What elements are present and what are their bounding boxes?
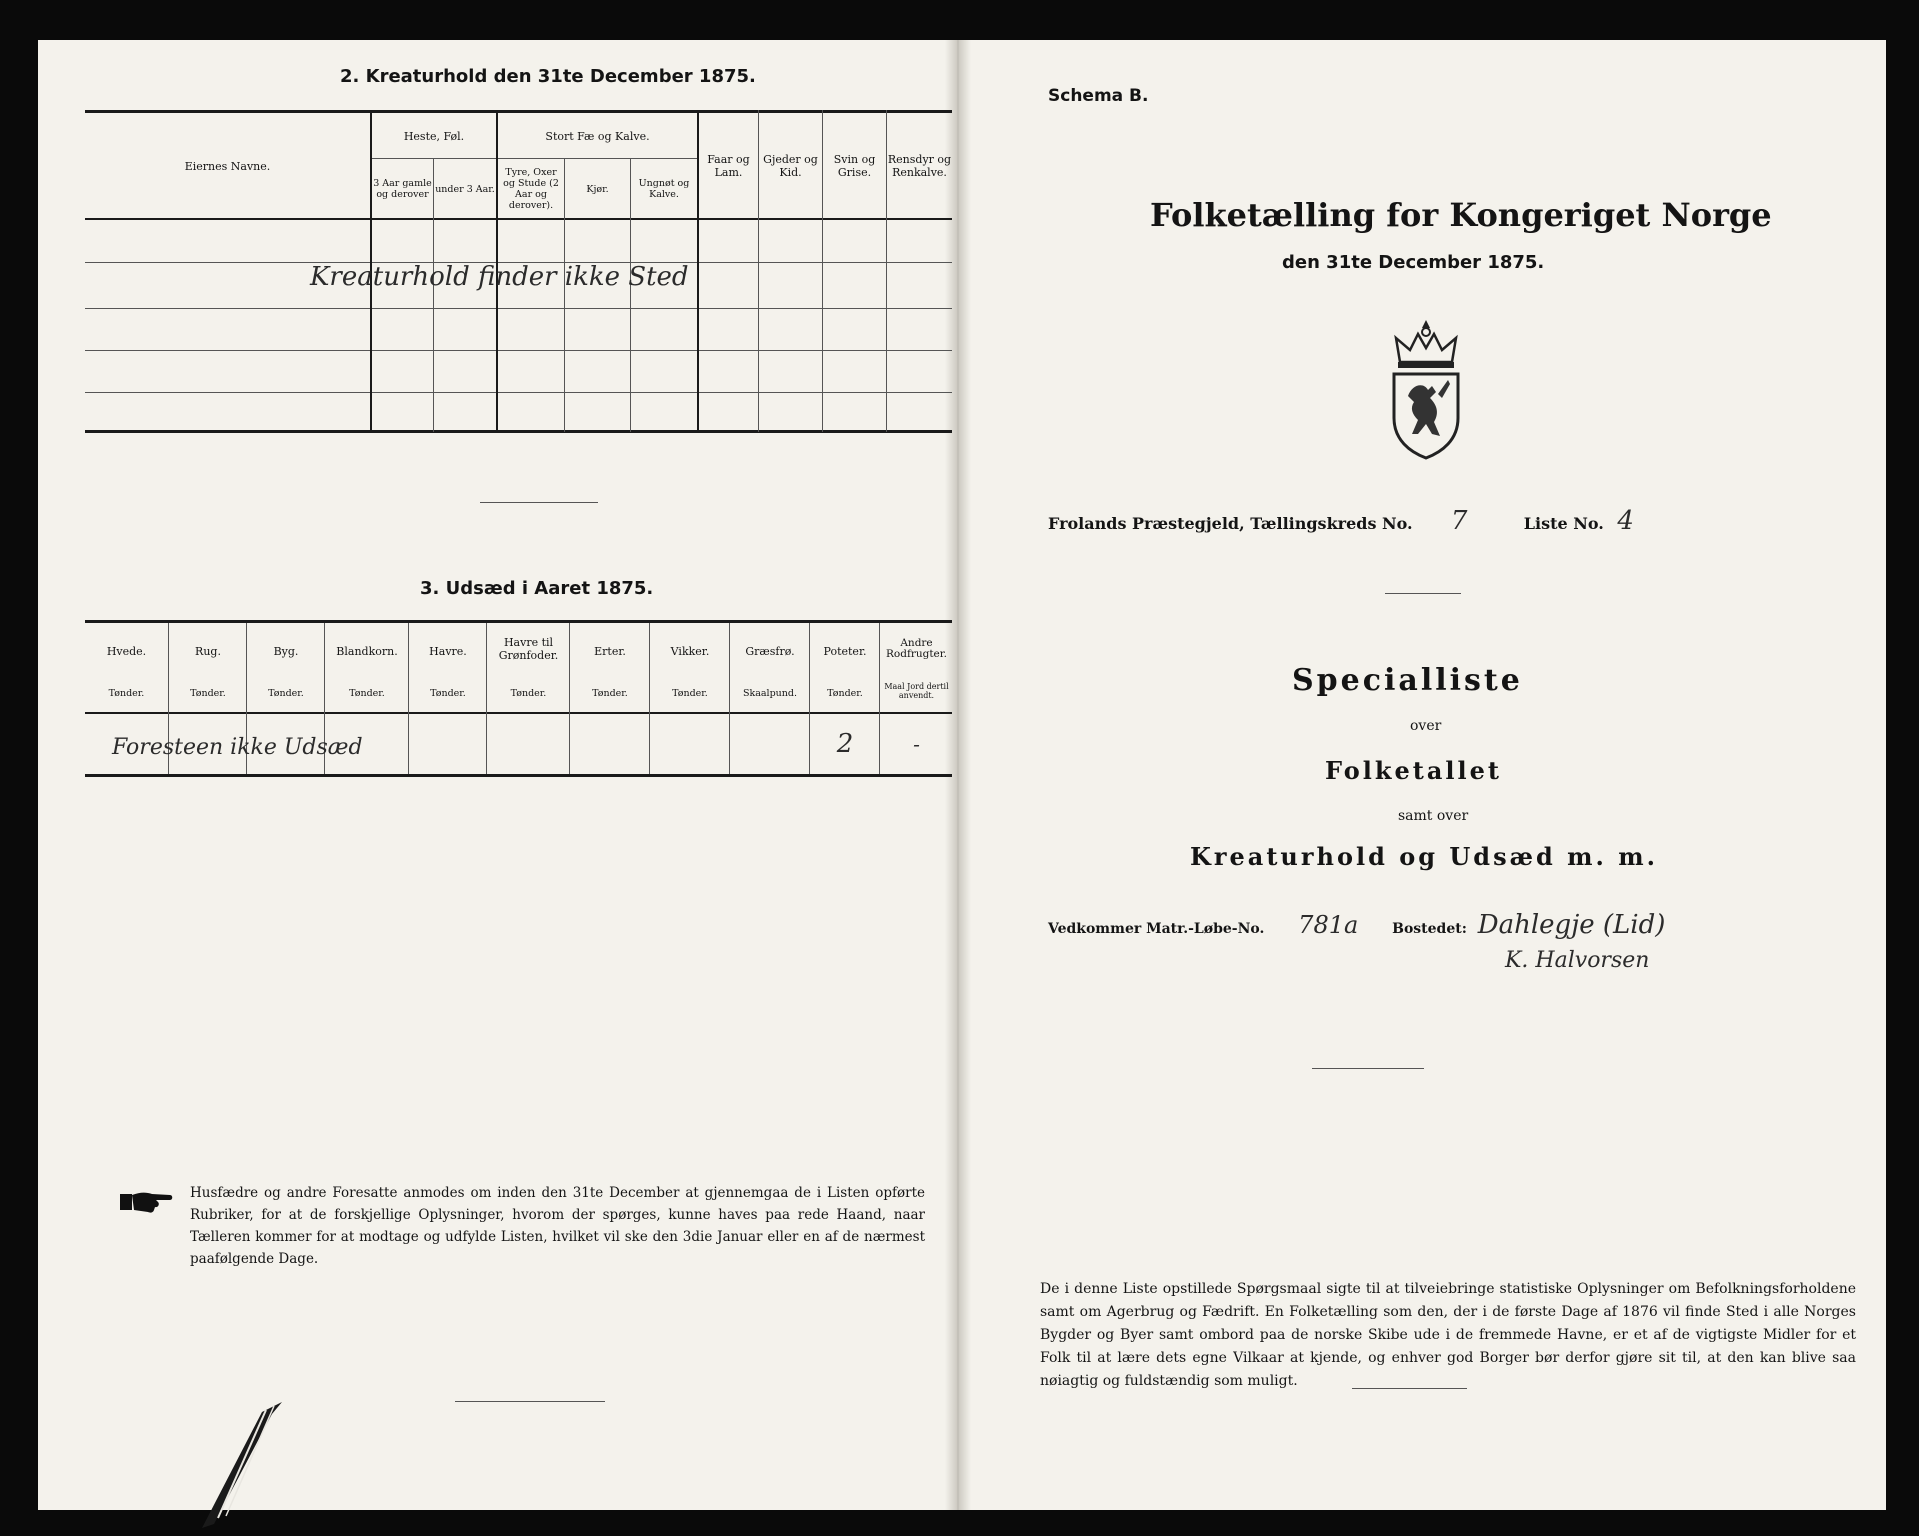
col-unit: Tønder. (592, 687, 628, 699)
col-header: Græsfrø. (745, 644, 795, 658)
col-header: Rug. (195, 644, 221, 658)
goats-header: Gjeder og Kid. (763, 153, 818, 179)
col-unit: Tønder. (510, 687, 547, 699)
separator-rule (1385, 593, 1461, 594)
col-header: Andre Rodfrugter. (886, 637, 947, 660)
col-header: Havre. (429, 644, 467, 658)
col-erter (569, 623, 650, 774)
list-label: Liste No. (1523, 514, 1604, 533)
horses-header: Heste, Føl. (403, 129, 465, 143)
col-unit: Tønder. (190, 687, 226, 699)
cattle-young-header: Ungnøt og Kalve. (638, 178, 690, 200)
col-unit: Tønder. (827, 687, 863, 699)
col-unit: Tønder. (268, 687, 304, 699)
section3-title: 3. Udsæd i Aaret 1875. (420, 578, 654, 599)
separator-rule (1312, 1068, 1424, 1069)
table3-bottom-rule (85, 774, 952, 777)
owner-names-header: Eiernes Navne. (184, 159, 271, 173)
samt-over-text: samt over (1398, 808, 1469, 824)
col-andre-rodfrugter (879, 623, 953, 774)
col-havre-gronfoder (486, 623, 570, 774)
bottom-rule-right (1352, 1388, 1467, 1389)
col-unit: Tønder. (430, 687, 466, 699)
col-header: Vikker. (670, 644, 710, 658)
pen-icon (196, 1400, 286, 1530)
cattle-cows-header: Kjør. (586, 183, 609, 195)
matr-label: Vedkommer Matr.-Løbe-No. (1048, 921, 1265, 937)
folketallet-title: Folketallet (1325, 756, 1502, 785)
matr-line (1048, 910, 1665, 940)
col-havre (408, 623, 487, 774)
district-label: Tællingskreds No. (1250, 514, 1413, 533)
bosted-label: Bostedet: (1392, 921, 1467, 937)
specialliste-title: Specialliste (1292, 663, 1523, 698)
table2-subheader-line (372, 158, 699, 159)
coat-of-arms-icon (1384, 318, 1468, 460)
cattle-header: Stort Fæ og Kalve. (545, 129, 650, 143)
horses-3yr-header: 3 Aar gamle og derover (373, 178, 432, 200)
bottom-rule-left (455, 1401, 605, 1402)
footnote-text: Husfædre og andre Foresatte anmodes om inden den 31te December at gjennemgaa de i Listen opførte Rubriker, for at de forskjellige Oplysninger, hvorom der spørges, kunne haves paa rede Haand, naar Tælleren kommer for at modtage og udfylde Listen, hvilket vil ske den 3die Januar eller en af de nærmest paafølgende Dage. (190, 1185, 925, 1267)
col-unit: Skaalpund. (742, 687, 798, 699)
cattle-bulls-header: Tyre, Oxer og Stude (2 Aar og derover). (503, 167, 559, 211)
col-poteter (809, 623, 880, 774)
section2-handwritten-note: Kreaturhold finder ikke Sted (310, 262, 689, 292)
separator-rule (480, 502, 598, 503)
sheep-header: Faar og Lam. (707, 153, 750, 179)
pointing-hand-icon (118, 1186, 174, 1216)
kreaturhold-title: Kreaturhold og Udsæd m. m. (1190, 842, 1658, 871)
section2-title: 2. Kreaturhold den 31te December 1875. (340, 66, 756, 87)
pigs-header: Svin og Grise. (833, 153, 876, 179)
col-header: Byg. (273, 644, 299, 658)
poteter-value: 2 (836, 729, 854, 759)
col-unit: Tønder. (349, 687, 385, 699)
census-date: den 31te December 1875. (1282, 252, 1545, 273)
matr-value: 781a (1298, 911, 1359, 939)
col-graesfro (729, 623, 810, 774)
bottom-paragraph: De i denne Liste opstillede Spørgsmaal sigte til at tilveiebringe statistiske Oplysninger om Befolkningsforholdene samt om Agerbrug og Fædrift. En Folketælling som den, der i de første Dage af 1876 vil finde Sted i alle Norges Bygder og Byer samt ombord paa de norske Skibe ude i de fremmede Havne, er et af de vigtigste Midler for et Folk til at lære dets egne Vilkaar at kjende, og enhver god Borger bør derfor gjøre sit til, at den kan blive saa nøiagtig og fuldstændig som muligt. (1040, 1281, 1856, 1389)
list-value: 4 (1617, 506, 1634, 536)
owner-name: K. Halvorsen (1505, 948, 1650, 973)
col-unit: Maal Jord dertil anvendt. (884, 682, 949, 700)
parish-label: Frolands Præstegjeld, (1048, 514, 1245, 533)
col-header: Blandkorn. (336, 644, 398, 658)
horses-under3-header: under 3 Aar. (435, 183, 495, 195)
census-title: Folketælling for Kongeriget Norge (1150, 196, 1772, 234)
col-unit: Tønder. (672, 687, 708, 699)
col-header: Poteter. (823, 644, 867, 658)
col-header: Erter. (594, 644, 626, 658)
section3-handwritten-note: Foresteen ikke Udsæd (112, 735, 363, 760)
col-header: Hvede. (106, 644, 147, 658)
col-unit: Tønder. (108, 687, 145, 699)
andre-value: - (913, 732, 920, 756)
schema-label: Schema B. (1048, 86, 1149, 106)
location-line (1048, 506, 1634, 536)
col-vikker (649, 623, 730, 774)
over-text: over (1410, 718, 1442, 734)
district-value: 7 (1450, 506, 1468, 536)
bosted-value: Dahlegje (Lid) (1477, 910, 1666, 940)
reindeer-header: Rensdyr og Renkalve. (887, 153, 952, 179)
col-header: Havre til Grønfoder. (498, 636, 559, 662)
